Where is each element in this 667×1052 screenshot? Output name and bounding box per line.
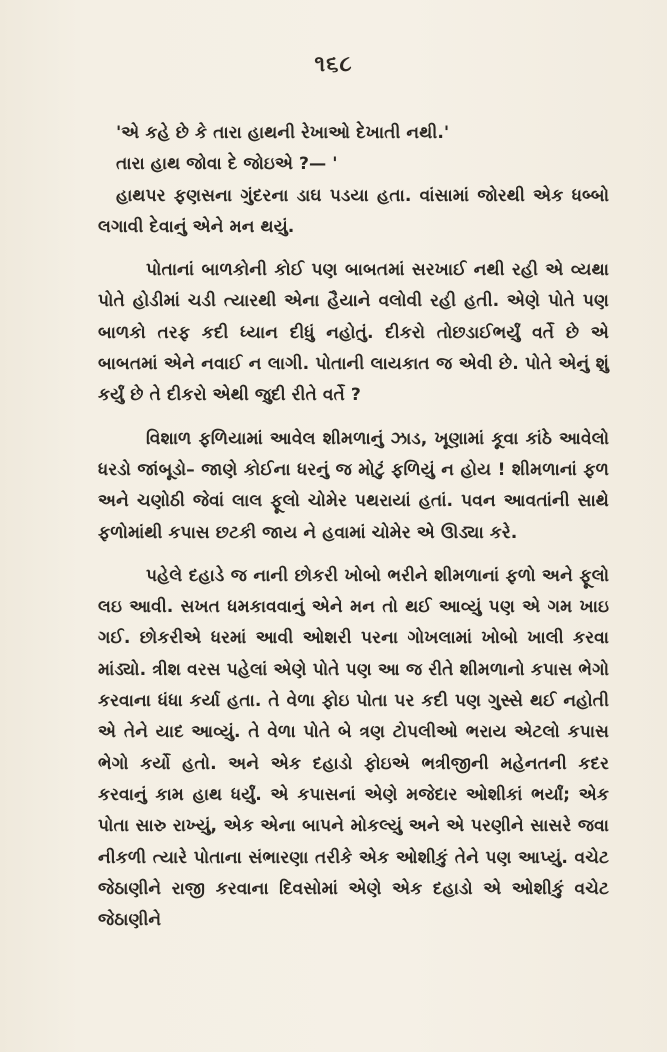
paragraph-2: તારા હાથ જોવા દે જોઇએ ?— ' [116,154,338,175]
paragraph-3: હાથપર ફણસના ગુંદરના ડાઘ પડયા હતા. વાંસામાં જોરથી એક ધબ્બો લગાવી દેવાનું એને મન થયું. [98,185,609,237]
paragraph-5: વિશાળ ફળિયામાં આવેલ શીમળાનું ઝાડ, ખૂણામાં કૂવા કાંઠે આવેલો ધરડો જાંબૂડો– જાણે કોઈના ધરનું જ મોટું ફળિયું ન હોય ! શીમળાનાં ફળ અને ચણોઠી જેવાં લાલ ફૂલો ચોમેર પથરાયાં હતાં. પવન આવતાંની સાથે ફળોમાંથી કપાસ છટકી જાય ને હવામાં ચોમેર એ ઊડ્યા કરે. [98,428,609,543]
paragraph-6: પહેલે દહાડે જ નાની છોકરી ખોબો ભરીને શીમળાનાં ફળો અને ફૂલો લઇ આવી. સખત ધમકાવવાનું એને મન તો થઈ આવ્યું પણ એ ગમ ખાઇ ગઈ. છોકરીએ ધરમાં આવી ઓશરી પરના ગોખલામાં ખોબો ખાલી કરવા માંડ્યો. ત્રીશ વરસ પહેલાં એણે પોતે પણ આ જ રીતે શીમળાનો કપાસ ભેગો કરવાના ધંધા કર્યા હતા. તે વેળા ફોઇ પોતા પર કદી પણ ગુસ્સે થઈ નહોતી એ તેને યાદ આવ્યું. તે વેળા પોતે બે ત્રણ ટોપલીઓ ભરાય એટલો કપાસ ભેગો કર્યો હતો. અને એક દહાડો ફોઇએ ભત્રીજીની મહેનતની કદર કરવાનું કામ હાથ ધર્યું. એ કપાસનાં એણે મજેદાર ઓશીકાં ભર્યાં; એક પોતા સારુ રાખ્યું, એક એના બાપને મોકલ્યું અને એ પરણીને સાસરે જવા નીકળી ત્યારે પોતાના સંભારણા તરીકે એક ઓશીકું તેને પણ આપ્યું. વચેટ જેઠાણીને રાજી કરવાના દિવસોમાં એણે એક દહાડો એ ઓશીકું વચેટ જેઠાણીને [98,565,609,931]
paragraph-1: 'એ કહે છે કે તારા હાથની રેખાઓ દેખાતી નથી.' [116,123,450,143]
paragraph-4: પોતાનાં બાળકોની કોઈ પણ બાબતમાં સરખાઈ નથી રહી એ વ્યથા પોતે હોડીમાં ચડી ત્યારથી એના હૈયાને વલોવી રહી હતી. એણે પોતે પણ બાળકો તરફ કદી ધ્યાન દીધું નહોતું. દીકરો તોછડાઈભર્યું વર્તે છે એ બાબતમાં એને નવાઈ ન લાગી. પોતાની લાયકાત જ એવી છે. પોતે એનું શું કર્યું છે તે દીકરો એથી જુદી રીતે વર્તે ? [98,260,609,406]
page-text-body [98,118,609,948]
page-number: ૧૬૮ [314,52,353,77]
